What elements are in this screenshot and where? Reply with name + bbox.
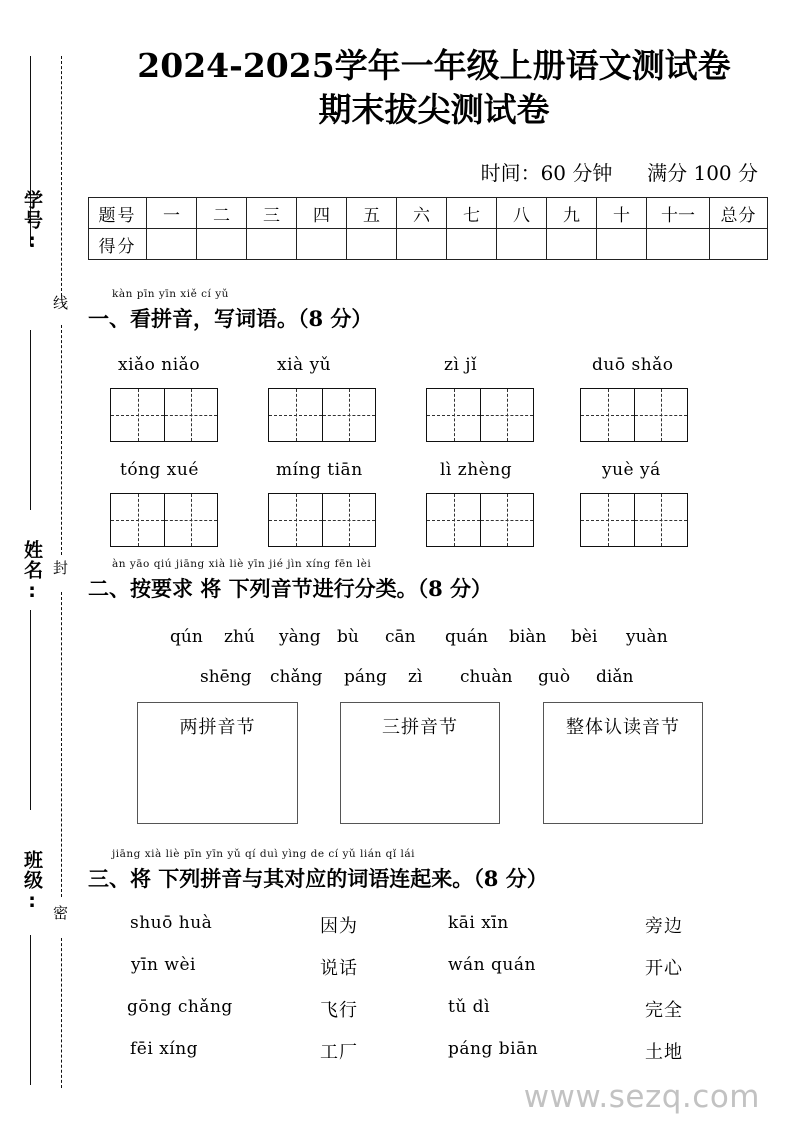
score-table-col-2: 二: [197, 198, 247, 229]
q3-pinyin-left-4[interactable]: fēi xíng: [130, 1039, 199, 1059]
score-table-label-question: 题号: [89, 198, 147, 229]
score-table-col-10: 十: [597, 198, 647, 229]
exam-meta-info: [481, 157, 758, 186]
score-cell-9[interactable]: [547, 229, 597, 260]
score-table: [88, 197, 768, 260]
margin-label-name: 姓名:: [21, 540, 43, 603]
q1-pinyin-1-2: xià yǔ: [277, 355, 332, 375]
q2-category-label-1: 两拼音节: [179, 717, 256, 738]
grid-cell[interactable]: [634, 389, 687, 441]
grid-cell[interactable]: [480, 389, 533, 441]
grid-cell[interactable]: [322, 494, 375, 546]
q3-word-left-2[interactable]: 说话: [320, 958, 358, 979]
score-table-col-3: 三: [247, 198, 297, 229]
q3-word-left-1[interactable]: 因为: [320, 916, 358, 937]
q2-syllable-1-5: cān: [385, 627, 416, 647]
q2-syllable-row-1: [170, 627, 668, 647]
question-2-title: 按要求 将 下列音节进行分类。: [130, 577, 418, 601]
question-1-title: 看拼音，写词语。: [130, 307, 298, 331]
q2-syllable-2-6: guò: [538, 667, 571, 687]
score-cell-10[interactable]: [597, 229, 647, 260]
title-line-2: 期末拔尖测试卷: [318, 89, 550, 129]
score-table-col-11: 十一: [647, 198, 710, 229]
q2-syllable-2-1: shēng: [200, 667, 252, 687]
grid-cell[interactable]: [322, 389, 375, 441]
exam-total-score-label: 满分 100 分: [647, 161, 758, 185]
question-2-ruby: àn yāo qiú jiāng xià liè yīn jié jìn xíng fēn lèi: [112, 558, 372, 570]
q2-syllable-2-7: diǎn: [596, 667, 634, 687]
q2-syllable-1-2: zhú: [224, 627, 255, 647]
question-2-title-row: [88, 573, 492, 603]
score-cell-3[interactable]: [247, 229, 297, 260]
seal-word-feng: 封: [51, 560, 69, 575]
q3-word-right-2[interactable]: 开心: [645, 958, 683, 979]
score-cell-8[interactable]: [497, 229, 547, 260]
q3-pinyin-left-1[interactable]: shuō huà: [130, 913, 213, 933]
q3-word-right-3[interactable]: 完全: [645, 1000, 683, 1021]
score-table-col-6: 六: [397, 198, 447, 229]
q2-syllable-2-3: páng: [344, 667, 387, 687]
q1-pinyin-1-4: duō shǎo: [592, 355, 674, 375]
margin-dashed-line-3: [61, 592, 62, 897]
q1-answer-grid-1-4[interactable]: [580, 388, 688, 442]
q1-answer-grid-2-1[interactable]: [110, 493, 218, 547]
page-title: [84, 44, 784, 131]
margin-dashed-line-1: [61, 56, 62, 296]
grid-cell[interactable]: [581, 389, 634, 441]
q1-pinyin-1-3: zì jǐ: [444, 355, 478, 375]
q3-pinyin-right-2[interactable]: wán quán: [448, 955, 536, 975]
q1-pinyin-2-4: yuè yá: [602, 460, 661, 480]
question-3-ruby: jiāng xià liè pīn yīn yǔ qí duì yìng de cí yǔ lián qǐ lái: [112, 848, 416, 860]
q3-word-left-4[interactable]: 工厂: [320, 1042, 358, 1063]
question-1-number: 一、: [88, 307, 130, 331]
q3-word-right-1[interactable]: 旁边: [645, 916, 683, 937]
table-row-question-numbers: [89, 198, 768, 229]
q3-word-right-4[interactable]: 土地: [645, 1042, 683, 1063]
q2-category-box-whole-read[interactable]: [543, 702, 703, 824]
q2-syllable-1-8: bèi: [571, 627, 598, 647]
margin-solid-line-2: [30, 330, 31, 510]
score-table-col-7: 七: [447, 198, 497, 229]
q2-syllable-1-4: bù: [337, 627, 359, 647]
q2-category-box-two-part[interactable]: [137, 702, 298, 824]
q3-pinyin-left-3[interactable]: gōng chǎng: [127, 997, 233, 1017]
q2-syllable-row-2: [200, 667, 633, 687]
q2-category-box-three-part[interactable]: [340, 702, 500, 824]
title-line-1: 2024-2025学年一年级上册语文测试卷: [137, 46, 731, 85]
grid-cell[interactable]: [111, 389, 164, 441]
margin-dashed-line-2: [61, 325, 62, 555]
question-3-title-row: [88, 863, 548, 893]
q1-pinyin-2-1: tóng xué: [120, 460, 199, 480]
question-2-points: （8 分）: [417, 576, 493, 601]
q1-answer-grid-2-3[interactable]: [426, 493, 534, 547]
question-1-points: （8 分）: [298, 306, 373, 331]
score-table-col-total: 总分: [710, 198, 768, 229]
question-3-number: 三、: [88, 867, 130, 891]
grid-cell[interactable]: [427, 494, 480, 546]
q3-word-left-3[interactable]: 飞行: [320, 1000, 358, 1021]
q3-pinyin-left-2[interactable]: yīn wèi: [131, 955, 196, 975]
question-3-heading: [88, 848, 548, 893]
q3-pinyin-right-1[interactable]: kāi xīn: [448, 913, 509, 933]
q1-answer-grid-1-3[interactable]: [426, 388, 534, 442]
grid-cell[interactable]: [427, 389, 480, 441]
score-table-col-9: 九: [547, 198, 597, 229]
q2-syllable-2-2: chǎng: [270, 667, 323, 687]
q2-category-label-2: 三拼音节: [382, 717, 458, 738]
grid-cell[interactable]: [581, 494, 634, 546]
score-table-col-8: 八: [497, 198, 547, 229]
q2-syllable-1-6: quán: [445, 627, 488, 647]
question-1-ruby: kàn pīn yīn xiě cí yǔ: [112, 288, 229, 300]
grid-cell[interactable]: [269, 494, 322, 546]
q1-answer-grid-1-2[interactable]: [268, 388, 376, 442]
question-2-number: 二、: [88, 577, 130, 601]
score-table-col-1: 一: [147, 198, 197, 229]
seal-word-xian: 线: [51, 295, 69, 310]
q1-answer-grid-2-4[interactable]: [580, 493, 688, 547]
q2-syllable-1-9: yuàn: [626, 627, 668, 647]
score-cell-2[interactable]: [197, 229, 247, 260]
score-cell-7[interactable]: [447, 229, 497, 260]
q2-category-label-3: 整体认读音节: [566, 717, 680, 738]
q3-pinyin-right-4[interactable]: páng biān: [448, 1039, 539, 1059]
seal-word-mi: 密: [51, 905, 69, 920]
question-2-heading: [88, 558, 493, 603]
q2-syllable-1-3: yàng: [279, 627, 321, 647]
grid-cell[interactable]: [164, 389, 217, 441]
question-3-points: （8 分）: [473, 866, 548, 891]
score-cell-11[interactable]: [647, 229, 710, 260]
margin-solid-line-4: [30, 935, 31, 1085]
question-1-title-row: [88, 303, 372, 333]
grid-cell[interactable]: [480, 494, 533, 546]
question-3-title: 将 下列拼音与其对应的词语连起来。: [130, 867, 474, 891]
score-table-label-score: 得分: [89, 229, 147, 260]
margin-solid-line-3: [30, 610, 31, 810]
site-watermark: www.sezq.com: [523, 1079, 760, 1115]
q1-pinyin-1-1: xiǎo niǎo: [118, 355, 201, 375]
score-cell-1[interactable]: [147, 229, 197, 260]
q2-syllable-2-4: zì: [408, 667, 423, 687]
q1-answer-grid-1-1[interactable]: [110, 388, 218, 442]
margin-dashed-line-4: [61, 938, 62, 1088]
question-1-heading: [88, 288, 373, 333]
score-cell-6[interactable]: [397, 229, 447, 260]
margin-label-student-id: 学号:: [21, 190, 43, 253]
margin-label-class: 班级:: [21, 850, 43, 913]
grid-cell[interactable]: [634, 494, 687, 546]
q3-pinyin-right-3[interactable]: tǔ dì: [448, 997, 491, 1017]
score-cell-5[interactable]: [347, 229, 397, 260]
score-table-col-4: 四: [297, 198, 347, 229]
binding-margin: [0, 0, 84, 1131]
q2-syllable-1-7: biàn: [509, 627, 547, 647]
grid-cell[interactable]: [269, 389, 322, 441]
table-row-scores: [89, 229, 768, 260]
score-cell-total[interactable]: [710, 229, 768, 260]
grid-cell[interactable]: [111, 494, 164, 546]
q1-pinyin-2-3: lì zhèng: [440, 460, 513, 480]
score-cell-4[interactable]: [297, 229, 347, 260]
exam-time-label: 时间：60 分钟: [480, 161, 613, 185]
q2-syllable-1-1: qún: [170, 627, 203, 647]
q1-answer-grid-2-2[interactable]: [268, 493, 376, 547]
score-table-col-5: 五: [347, 198, 397, 229]
grid-cell[interactable]: [164, 494, 217, 546]
q1-pinyin-2-2: míng tiān: [276, 460, 363, 480]
q2-syllable-2-5: chuàn: [460, 667, 513, 687]
